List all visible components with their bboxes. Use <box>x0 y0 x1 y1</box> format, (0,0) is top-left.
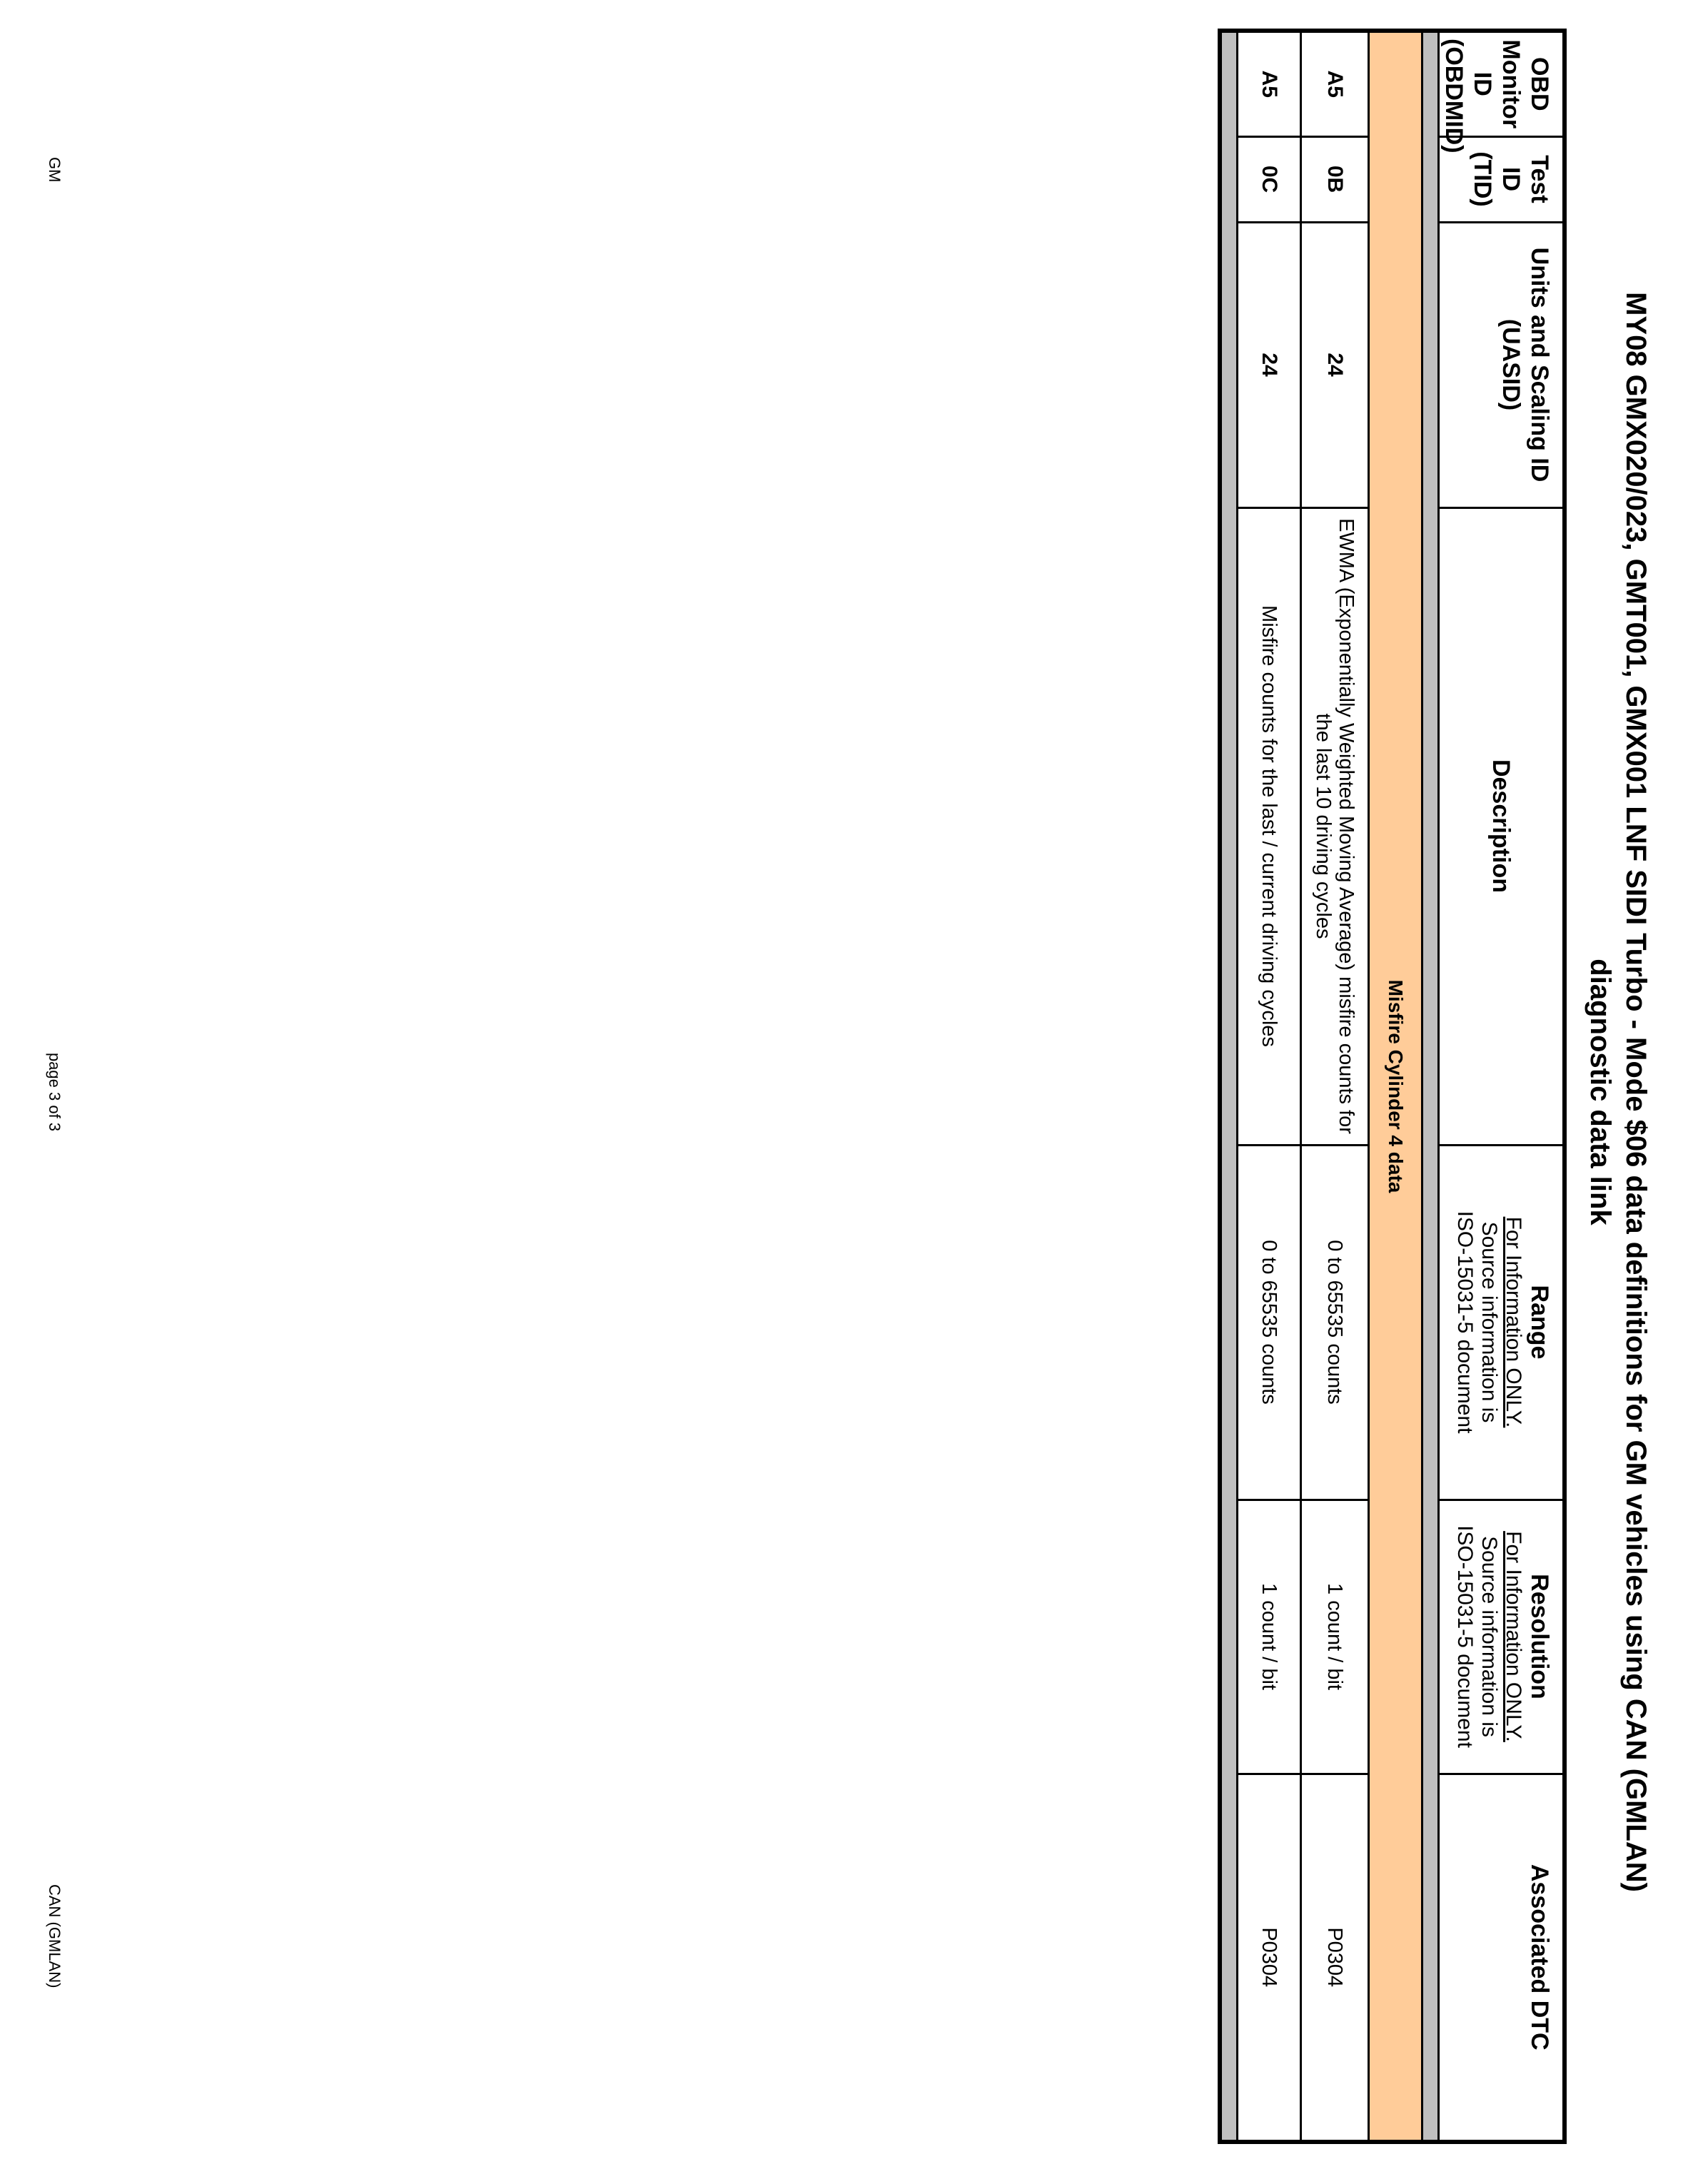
cell-uasid: 24 <box>1301 222 1369 507</box>
cell-dtc: P0304 <box>1301 1774 1369 2142</box>
cell-resolution: 1 count / bit <box>1301 1500 1369 1774</box>
section-row <box>1369 31 1422 2142</box>
cell-obdmid: A5 <box>1301 31 1369 136</box>
cell-dtc: P0304 <box>1238 1774 1301 2142</box>
footer-left: GM <box>46 157 64 183</box>
header-range <box>1439 1145 1565 1500</box>
footer-page-number: page 3 of 3 <box>46 1052 64 1132</box>
cell-range: 0 to 65535 counts <box>1301 1145 1369 1500</box>
title-line-2: diagnostic data link <box>1585 959 1616 1225</box>
header-range-note3: ISO-15031-5 document <box>1453 1210 1477 1434</box>
table-row <box>1301 31 1369 2142</box>
header-resolution-title: Resolution <box>1526 1574 1553 1699</box>
header-resolution-note2: Source information is <box>1477 1536 1501 1737</box>
header-description: Description <box>1439 507 1565 1145</box>
footer-right: CAN (GMLAN) <box>46 1884 64 1988</box>
header-resolution-note3: ISO-15031-5 document <box>1453 1525 1477 1748</box>
header-tid: Test ID (TID) <box>1439 136 1565 222</box>
header-range-title: Range <box>1526 1285 1553 1360</box>
header-range-note2: Source information is <box>1477 1221 1501 1423</box>
header-resolution <box>1439 1500 1565 1774</box>
header-range-note1: For Information ONLY. <box>1502 1216 1525 1428</box>
separator-row <box>1220 31 1238 2142</box>
cell-tid: 0B <box>1301 136 1369 222</box>
cell-range: 0 to 65535 counts <box>1238 1145 1301 1500</box>
header-obdmid: OBD Monitor ID (OBDMID) <box>1439 31 1565 136</box>
cell-description: Misfire counts for the last / current driving cycles <box>1238 507 1301 1145</box>
header-uasid: Units and Scaling ID (UASID) <box>1439 222 1565 507</box>
separator-row <box>1422 31 1439 2142</box>
cell-resolution: 1 count / bit <box>1238 1500 1301 1774</box>
cell-description: EWMA (Exponentially Weighted Moving Average) misfire counts for the last 10 driving cycles <box>1301 507 1369 1145</box>
cell-uasid: 24 <box>1238 222 1301 507</box>
header-dtc: Associated DTC <box>1439 1774 1565 2142</box>
header-row <box>1439 31 1565 2142</box>
table-row <box>1238 31 1301 2142</box>
section-title: Misfire Cylinder 4 data <box>1369 31 1422 2142</box>
header-resolution-note1: For Information ONLY. <box>1502 1531 1525 1742</box>
mode06-table <box>1218 29 1567 2144</box>
cell-tid: 0C <box>1238 136 1301 222</box>
cell-obdmid: A5 <box>1238 31 1301 136</box>
page-title <box>1582 171 1654 2013</box>
title-line-1: MY08 GMX020/023, GMT001, GMX001 LNF SIDI Turbo - Mode $06 data definitions for GM vehicles using CAN (GMLAN) <box>1620 292 1652 1892</box>
